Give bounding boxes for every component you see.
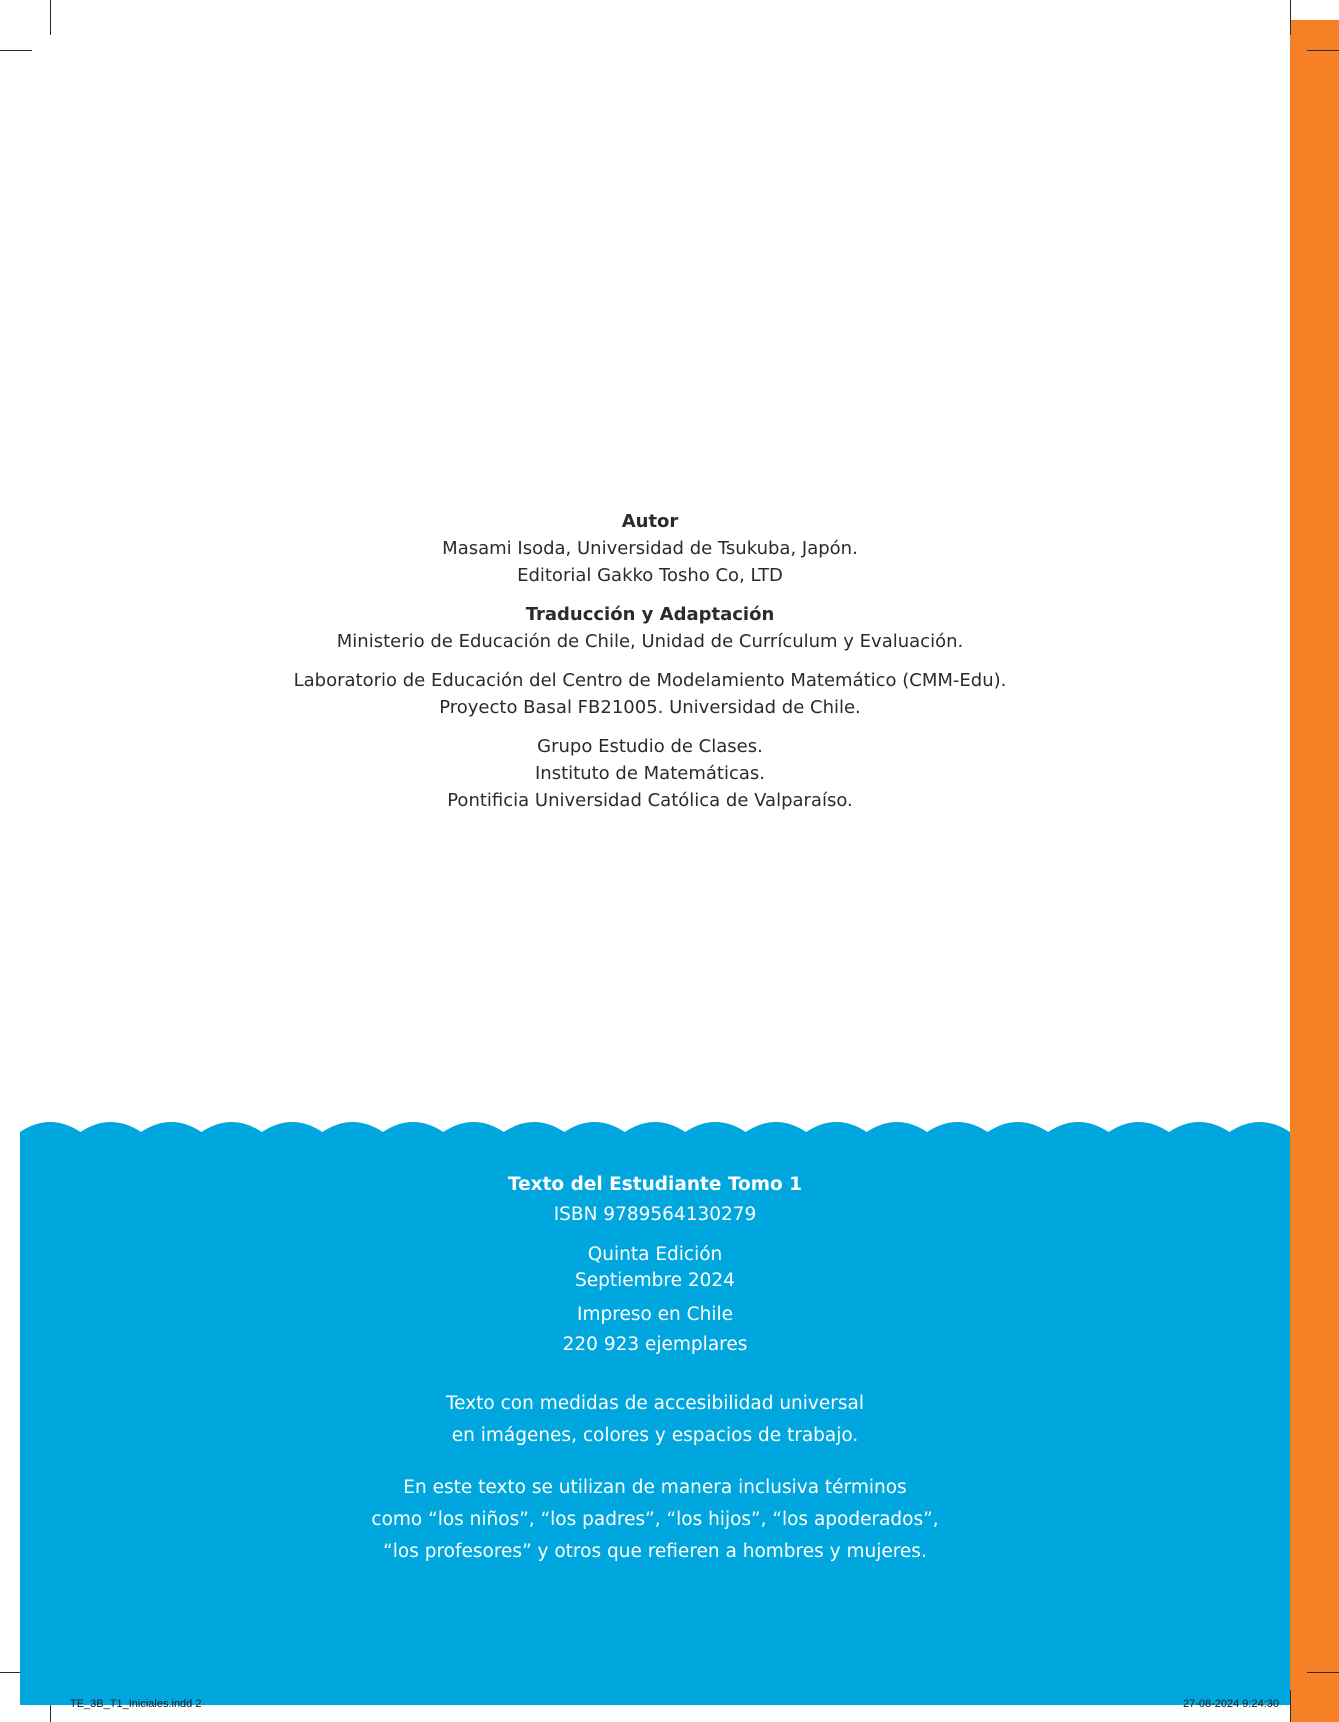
edition: Quinta Edición xyxy=(587,1244,723,1265)
slug-filename: TE_3B_T1_Iniciales.indd 2 xyxy=(70,1698,202,1710)
crop-mark xyxy=(0,50,32,51)
credits-section xyxy=(0,508,1300,826)
author-line: Editorial Gakko Tosho Co, LTD xyxy=(517,565,783,586)
translation-line: Ministerio de Educación de Chile, Unidad de Currículum y Evaluación. xyxy=(336,631,964,652)
inclusive-line: como “los niños”, “los padres”, “los hijos”, “los apoderados”, xyxy=(371,1509,939,1530)
crop-mark xyxy=(1307,1672,1339,1673)
crop-mark xyxy=(1307,50,1339,51)
title-group xyxy=(20,1170,1290,1230)
translation-block xyxy=(0,601,1300,655)
accessibility-line: Texto con medidas de accesibilidad universal xyxy=(446,1393,864,1414)
crop-mark xyxy=(1290,0,1291,35)
printed-in: Impreso en Chile xyxy=(577,1304,733,1325)
crop-mark xyxy=(1290,1690,1291,1722)
group-line: Pontificia Universidad Católica de Valparaíso. xyxy=(447,790,853,811)
group-block xyxy=(0,733,1300,814)
accessibility-line: en imágenes, colores y espacios de trabajo. xyxy=(451,1425,859,1446)
lab-line: Proyecto Basal FB21005. Universidad de Chile. xyxy=(439,697,861,718)
author-line: Masami Isoda, Universidad de Tsukuba, Japón. xyxy=(442,538,858,559)
translation-heading: Traducción y Adaptación xyxy=(525,604,775,625)
crop-mark xyxy=(50,0,51,35)
orange-edge-strip xyxy=(1290,20,1339,1722)
lab-line: Laboratorio de Educación del Centro de Modelamiento Matemático (CMM-Edu). xyxy=(293,670,1007,691)
group-line: Grupo Estudio de Clases. xyxy=(537,736,763,757)
edition-date: Septiembre 2024 xyxy=(575,1270,735,1291)
author-block xyxy=(0,508,1300,589)
copies: 220 923 ejemplares xyxy=(562,1334,748,1355)
author-heading: Autor xyxy=(621,511,679,532)
inclusive-line: “los profesores” y otros que refieren a hombres y mujeres. xyxy=(383,1541,927,1562)
publication-info xyxy=(20,1170,1290,1568)
slug-timestamp: 27-08-2024 9:24:30 xyxy=(1182,1698,1279,1710)
group-line: Instituto de Matemáticas. xyxy=(535,763,765,784)
publication-title: Texto del Estudiante Tomo 1 xyxy=(507,1174,803,1195)
wave-edge-decoration xyxy=(20,1110,1290,1150)
lab-block xyxy=(0,667,1300,721)
accessibility-note xyxy=(20,1388,1290,1452)
edition-group xyxy=(20,1242,1290,1294)
inclusive-language-note xyxy=(20,1472,1290,1568)
print-group xyxy=(20,1300,1290,1360)
isbn: ISBN 9789564130279 xyxy=(553,1204,757,1225)
inclusive-line: En este texto se utilizan de manera inclusiva términos xyxy=(403,1477,907,1498)
